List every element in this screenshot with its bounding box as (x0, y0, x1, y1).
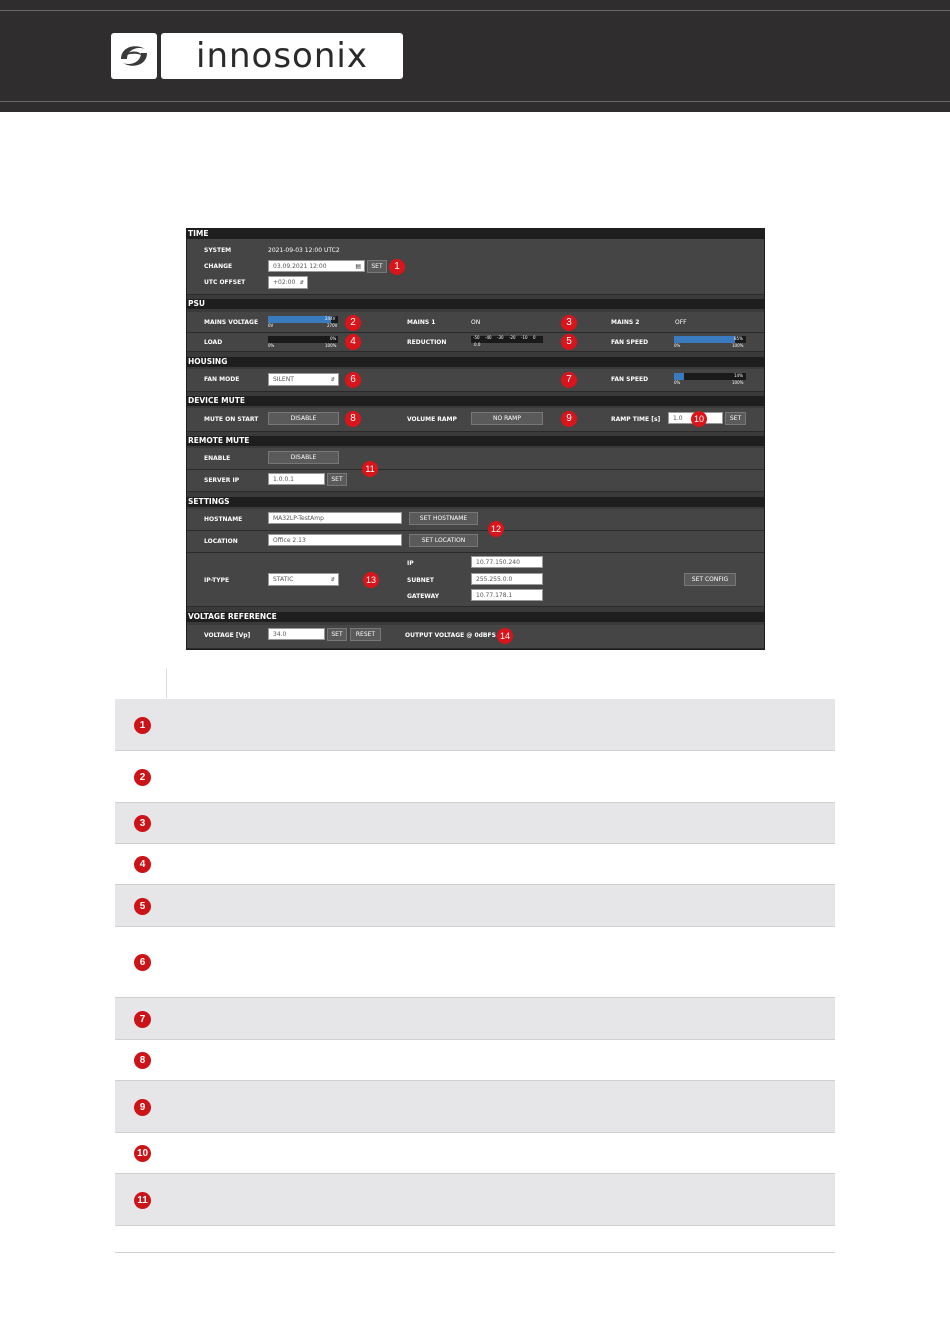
hostname-label: HOSTNAME (204, 516, 243, 523)
callout-badge-14: 14 (497, 628, 513, 644)
table-row (115, 998, 835, 1040)
voltage-input[interactable]: 34.0 (268, 628, 325, 640)
ip-label: IP (407, 560, 414, 567)
callout-badge-1: 1 (389, 259, 405, 275)
row-callout-badge: 5 (134, 898, 151, 915)
row-callout-badge: 11 (134, 1192, 151, 1209)
mains1-label: MAINS 1 (407, 319, 436, 326)
gateway-label: GATEWAY (407, 593, 440, 600)
page-footer-rule (115, 1252, 835, 1253)
housing-fan-min: 0% (674, 380, 681, 385)
subnet-label: SUBNET (407, 577, 434, 584)
section-title-device-mute: DEVICE MUTE (187, 396, 764, 406)
row-callout-badge: 7 (134, 1011, 151, 1028)
reduction-tick-label: 0 (533, 335, 536, 340)
table-column-rule (166, 668, 167, 698)
callout-badge-13: 13 (363, 572, 379, 588)
reduction-tick-label: -40 (485, 335, 492, 340)
mute-on-start-label: MUTE ON START (204, 416, 259, 423)
psu-fan-speed-label: FAN SPEED (611, 339, 649, 346)
load-value: 0% (330, 336, 337, 341)
table-row (115, 927, 835, 998)
table-row (115, 699, 835, 751)
row-callout-badge: 10 (134, 1145, 151, 1162)
logo-wordmark: innosonix (161, 33, 403, 79)
mains-voltage-max: 270V (327, 323, 338, 328)
remote-enable-toggle[interactable]: DISABLE (268, 451, 339, 464)
brand-logo (111, 33, 403, 79)
table-row (115, 844, 835, 885)
reset-voltage-button[interactable]: RESET (350, 628, 381, 641)
set-server-ip-button[interactable]: SET (327, 473, 347, 486)
subnet-input[interactable]: 255.255.0.0 (471, 573, 543, 585)
section-title-housing: HOUSING (187, 357, 764, 367)
callout-badge-8: 8 (345, 411, 361, 427)
system-time-value: 2021-09-03 12:00 UTC2 (268, 247, 340, 254)
callout-badge-10: 10 (691, 411, 707, 427)
reduction-tick-label: -30 (497, 335, 504, 340)
server-ip-label: SERVER IP (204, 477, 240, 484)
fan-mode-select[interactable]: SILENT ⇵ (268, 373, 339, 386)
mains2-label: MAINS 2 (611, 319, 640, 326)
callout-badge-12: 12 (488, 521, 504, 537)
set-ramp-time-button[interactable]: SET (725, 412, 746, 425)
row-callout-badge: 4 (134, 856, 151, 873)
table-row (115, 885, 835, 927)
page-header (0, 0, 950, 112)
load-label: LOAD (204, 339, 223, 346)
table-row (115, 803, 835, 844)
housing-fan-max: 100% (732, 380, 744, 385)
reduction-value: 0.0 (474, 342, 481, 347)
table-row (115, 1081, 835, 1133)
load-min: 0% (268, 343, 275, 348)
reduction-tick-label: -10 (521, 335, 528, 340)
system-label: SYSTEM (204, 247, 232, 254)
table-row (115, 751, 835, 803)
set-config-button[interactable]: SET CONFIG (684, 573, 736, 586)
mains-voltage-value: 244V (325, 316, 336, 321)
mains2-value: OFF (675, 319, 687, 326)
fan-mode-label: FAN MODE (204, 376, 240, 383)
callout-badge-9: 9 (561, 411, 577, 427)
set-voltage-button[interactable]: SET (327, 628, 347, 641)
mains-voltage-label: MAINS VOLTAGE (204, 319, 259, 326)
ramp-time-label: RAMP TIME [s] (611, 416, 661, 423)
load-max: 100% (325, 343, 337, 348)
load-bar (268, 336, 338, 343)
psu-fan-min: 0% (674, 343, 681, 348)
volume-ramp-label: VOLUME RAMP (407, 416, 457, 423)
housing-fan-speed-label: FAN SPEED (611, 376, 649, 383)
hostname-input[interactable]: MA32LP-TestAmp (268, 512, 402, 524)
calendar-icon[interactable]: ▤ (355, 263, 361, 270)
select-arrows-icon: ⇵ (330, 577, 335, 583)
table-row (115, 1040, 835, 1081)
row-callout-badge: 8 (134, 1052, 151, 1069)
select-arrows-icon: ⇵ (330, 377, 335, 383)
psu-fan-max: 100% (732, 343, 744, 348)
ip-type-label: IP-TYPE (204, 577, 230, 584)
psu-fan-speed-value: 85% (734, 336, 743, 341)
utc-offset-select[interactable]: +02:00 ⇵ (268, 276, 308, 289)
remote-enable-label: ENABLE (204, 455, 231, 462)
callout-badge-2: 2 (345, 315, 361, 331)
callout-badge-6: 6 (345, 372, 361, 388)
table-row (115, 1174, 835, 1226)
row-callout-badge: 6 (134, 954, 151, 971)
ramp-time-input[interactable]: 1.0 (668, 412, 723, 424)
section-title-remote-mute: REMOTE MUTE (187, 436, 764, 446)
output-voltage-label: OUTPUT VOLTAGE @ 0dBFS (405, 632, 496, 639)
change-label: CHANGE (204, 263, 233, 270)
section-title-voltage-reference: VOLTAGE REFERENCE (187, 612, 764, 622)
callout-badge-5: 5 (561, 334, 577, 350)
device-web-ui (186, 228, 765, 650)
row-callout-badge: 1 (134, 717, 151, 734)
utc-offset-label: UTC OFFSET (204, 279, 246, 286)
row-callout-badge: 3 (134, 815, 151, 832)
header-bottom-rule (0, 101, 950, 102)
housing-fan-speed-value: 14% (734, 373, 743, 378)
ip-type-select[interactable]: STATIC ⇵ (268, 573, 339, 586)
callout-badge-7: 7 (561, 372, 577, 388)
section-title-psu: PSU (187, 299, 764, 309)
logo-mark-icon (111, 33, 157, 79)
select-arrows-icon: ⇵ (299, 280, 304, 286)
callout-badge-3: 3 (561, 315, 577, 331)
section-title-settings: SETTINGS (187, 497, 764, 507)
volume-ramp-toggle[interactable]: NO RAMP (471, 412, 543, 425)
set-time-button[interactable]: SET (367, 260, 387, 273)
location-input[interactable]: Office 2.13 (268, 534, 402, 546)
header-top-rule (0, 10, 950, 11)
change-datetime-input[interactable]: 03.09.2021 12:00 ▤ (268, 260, 365, 272)
voltage-label: VOLTAGE [Vp] (204, 632, 251, 639)
mute-on-start-toggle[interactable]: DISABLE (268, 412, 339, 425)
set-location-button[interactable]: SET LOCATION (409, 534, 478, 547)
table-row (115, 1133, 835, 1174)
set-hostname-button[interactable]: SET HOSTNAME (409, 512, 478, 525)
location-label: LOCATION (204, 538, 238, 545)
reduction-tick-label: -20 (509, 335, 516, 340)
reduction-tick-label: -50 (473, 335, 480, 340)
reduction-label: REDUCTION (407, 339, 447, 346)
section-title-time: TIME (187, 229, 764, 239)
mains1-value: ON (471, 319, 481, 326)
server-ip-input[interactable]: 1.0.0.1 (268, 473, 325, 485)
row-callout-badge: 9 (134, 1099, 151, 1116)
gateway-input[interactable]: 10.77.178.1 (471, 589, 543, 601)
callout-badge-4: 4 (345, 334, 361, 350)
mains-voltage-min: 0V (268, 323, 274, 328)
callout-badge-11: 11 (362, 461, 378, 477)
ip-input[interactable]: 10.77.150.240 (471, 556, 543, 568)
row-callout-badge: 2 (134, 769, 151, 786)
